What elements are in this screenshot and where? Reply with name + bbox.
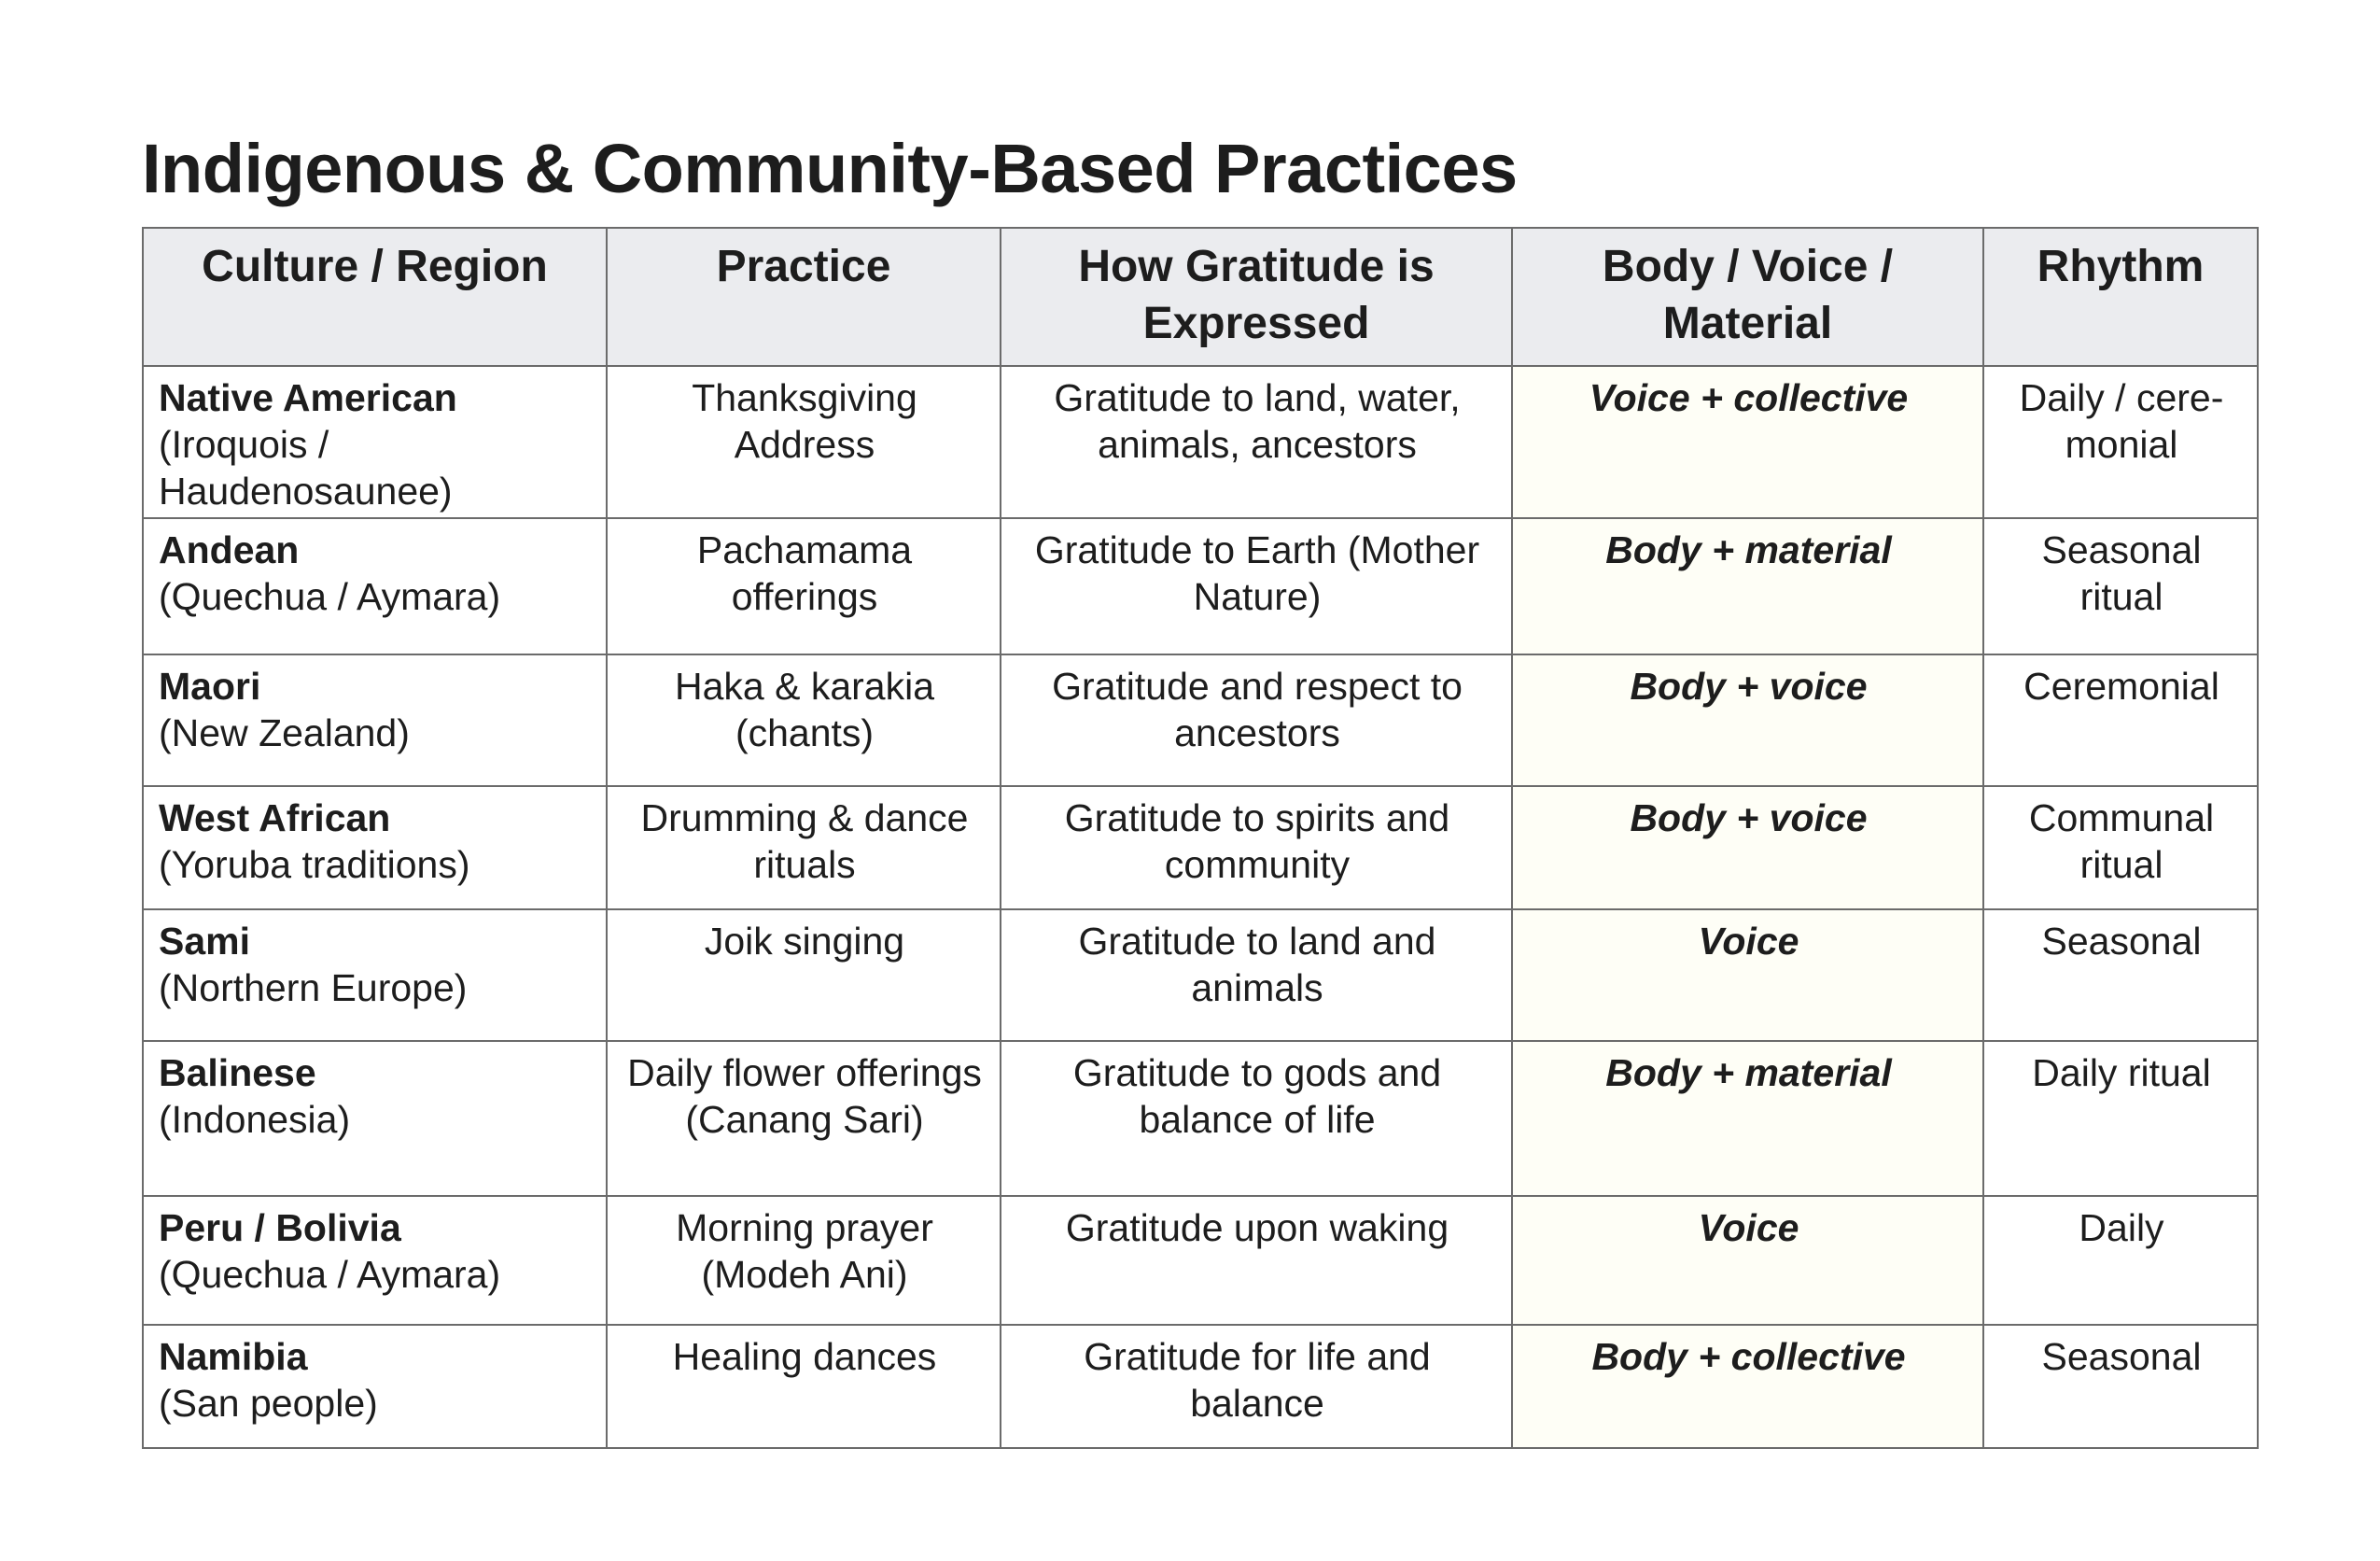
table-row: [143, 1196, 2258, 1325]
header-body-voice-material: Body / Voice / Material: [1512, 228, 1983, 366]
expression-cell: Gratitude to gods and balance of life: [1001, 1041, 1512, 1196]
practice-cell: Daily flower offerings (Canang Sari): [607, 1041, 1001, 1196]
page-title: Indigenous & Community-Based Practices: [142, 130, 1518, 207]
culture-region: (Quechua / Aymara): [159, 1253, 501, 1296]
rhythm-cell: Ceremonial: [1983, 654, 2258, 786]
table-row: [143, 786, 2258, 909]
rhythm-cell: Seasonal ritual: [1983, 518, 2258, 654]
culture-region: (San people): [159, 1382, 378, 1425]
practice-cell: Healing dances: [607, 1325, 1001, 1448]
mode-cell: Body + material: [1512, 1041, 1983, 1196]
culture-cell: [143, 1041, 607, 1196]
expression-cell: Gratitude to spirits and community: [1001, 786, 1512, 909]
mode-cell: Body + material: [1512, 518, 1983, 654]
culture-region: (Iroquois / Haudenosaunee): [159, 423, 453, 513]
expression-cell: Gratitude to Earth (Mother Nature): [1001, 518, 1512, 654]
culture-region: (Quechua / Aymara): [159, 575, 501, 618]
culture-name: Peru / Bolivia: [159, 1206, 401, 1249]
mode-cell: Voice: [1512, 909, 1983, 1041]
mode-cell: Body + voice: [1512, 654, 1983, 786]
table-row: [143, 1325, 2258, 1448]
table-row: [143, 654, 2258, 786]
header-gratitude-expression: How Gratitude is Expressed: [1001, 228, 1512, 366]
culture-name: Namibia: [159, 1335, 308, 1378]
culture-region: (Indonesia): [159, 1098, 351, 1141]
rhythm-cell: Daily ritual: [1983, 1041, 2258, 1196]
header-rhythm: Rhythm: [1983, 228, 2258, 366]
culture-region: (Yoruba traditions): [159, 843, 470, 886]
practice-cell: Joik singing: [607, 909, 1001, 1041]
rhythm-cell: Seasonal: [1983, 1325, 2258, 1448]
culture-name: Andean: [159, 528, 300, 571]
culture-name: West African: [159, 796, 391, 839]
practice-cell: Pachamama offerings: [607, 518, 1001, 654]
culture-name: Balinese: [159, 1051, 316, 1094]
mode-cell: Body + collective: [1512, 1325, 1983, 1448]
practice-cell: Thanksgiving Address: [607, 366, 1001, 518]
culture-cell: [143, 518, 607, 654]
header-practice: Practice: [607, 228, 1001, 366]
table-header-row: [143, 228, 2258, 366]
culture-cell: [143, 366, 607, 518]
expression-cell: Gratitude for life and balance: [1001, 1325, 1512, 1448]
table-row: [143, 909, 2258, 1041]
mode-cell: Body + voice: [1512, 786, 1983, 909]
table-row: [143, 518, 2258, 654]
culture-cell: [143, 909, 607, 1041]
culture-cell: [143, 1196, 607, 1325]
expression-cell: Gratitude upon waking: [1001, 1196, 1512, 1325]
rhythm-cell: Daily: [1983, 1196, 2258, 1325]
culture-name: Native American: [159, 376, 457, 419]
header-culture-region: Culture / Region: [143, 228, 607, 366]
culture-cell: [143, 654, 607, 786]
expression-cell: Gratitude to land and animals: [1001, 909, 1512, 1041]
expression-cell: Gratitude to land, water, animals, ancestors: [1001, 366, 1512, 518]
culture-region: (New Zealand): [159, 711, 410, 754]
practice-cell: Haka & karakia (chants): [607, 654, 1001, 786]
table-row: [143, 366, 2258, 518]
rhythm-cell: Seasonal: [1983, 909, 2258, 1041]
practices-table: [142, 227, 2259, 1449]
practice-cell: Drumming & dance rituals: [607, 786, 1001, 909]
mode-cell: Voice + collective: [1512, 366, 1983, 518]
culture-region: (Northern Europe): [159, 966, 468, 1009]
practice-cell: Morning prayer (Modeh Ani): [607, 1196, 1001, 1325]
expression-cell: Gratitude and respect to ancestors: [1001, 654, 1512, 786]
mode-cell: Voice: [1512, 1196, 1983, 1325]
culture-cell: [143, 1325, 607, 1448]
culture-name: Sami: [159, 920, 250, 963]
rhythm-cell: Communal ritual: [1983, 786, 2258, 909]
culture-cell: [143, 786, 607, 909]
table-row: [143, 1041, 2258, 1196]
rhythm-cell: Daily / cere-monial: [1983, 366, 2258, 518]
culture-name: Maori: [159, 665, 261, 708]
